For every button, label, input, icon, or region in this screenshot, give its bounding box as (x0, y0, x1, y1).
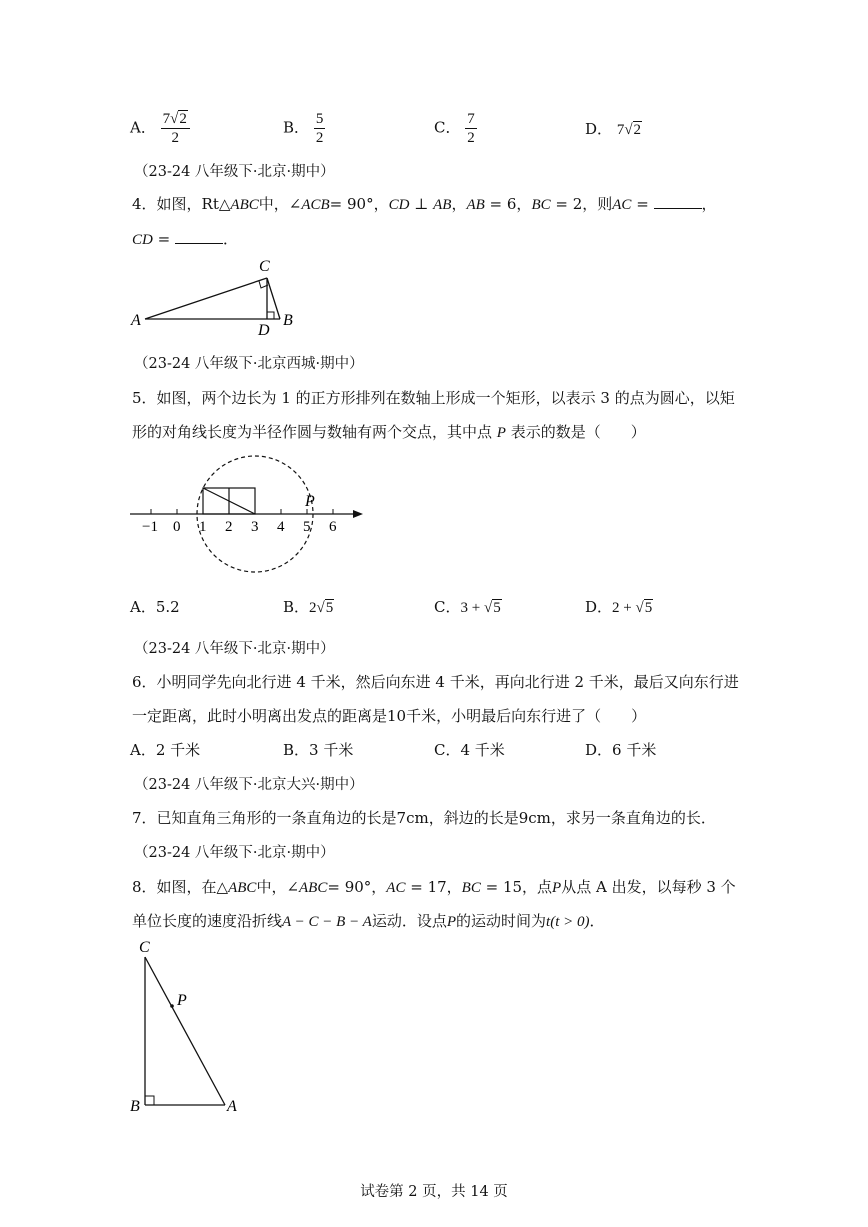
q5-option-c[interactable]: C．3 + √5 (434, 598, 501, 616)
label-c: C (259, 258, 270, 275)
q4-text-line2: CD = ． (132, 230, 238, 248)
label-p: P (177, 992, 187, 1009)
axis-tick-label: 6 (329, 519, 337, 535)
page-footer: 试卷第 2 页，共 14 页 (360, 1184, 508, 1200)
label-c: C (139, 939, 150, 956)
fraction: $\frac{7}{2}$ (467, 111, 475, 146)
right-angle-mark-b (145, 1096, 154, 1105)
q8-text-line1: 8．如图，在△ABC中，∠ABC= 90°，AC = 17，BC = 15，点P从点 A 出发，以每秒 3 个 (132, 878, 736, 896)
axis-arrow (353, 510, 363, 518)
q5-option-a[interactable]: A．5.2 (130, 598, 180, 616)
axis-tick-label: −1 (142, 519, 158, 535)
axis-tick-group (142, 509, 337, 535)
axis-tick-label: 2 (225, 519, 233, 535)
q6-source: （23-24 八年级下·北京·期中） (134, 641, 335, 657)
q8-triangle-figure (125, 935, 255, 1120)
q8-text-line2: 单位长度的速度沿折线A − C − B − A运动．设点P的运动时间为t(t > 0)． (132, 912, 605, 930)
q5-option-b[interactable]: B．2√5 (283, 598, 334, 616)
q4-triangle-figure (125, 255, 305, 340)
answer-blank-cd[interactable] (175, 229, 223, 244)
q4-source: （23-24 八年级下·北京·期中） (134, 164, 335, 180)
q3-option-b[interactable]: B． $\frac{5}{2}$ (283, 111, 324, 146)
label-d: D (258, 322, 270, 339)
fraction: $\frac{7√2}{2}$ (161, 110, 190, 147)
label-b: B (283, 312, 293, 329)
q5-option-d[interactable]: D．2 + √5 (585, 598, 653, 616)
q6-option-d[interactable]: D．6 千米 (585, 741, 657, 759)
q6-text-line2: 一定距离，此时小明离出发点的距离是10千米，小明最后向东行进了（ ） (132, 707, 647, 725)
axis-tick-label: 3 (251, 519, 259, 535)
label-a: A (131, 312, 141, 329)
q5-number-line-figure (125, 450, 375, 580)
q3-option-c[interactable]: C． $\frac{7}{2}$ (434, 111, 475, 146)
q5-text-line2: 形的对角线长度为半径作圆与数轴有两个交点，其中点 P 表示的数是（ ） (132, 423, 646, 441)
q5-source: （23-24 八年级下·北京西城·期中） (134, 356, 364, 372)
answer-blank-ac[interactable] (654, 194, 702, 209)
side-ca (145, 957, 225, 1105)
q5-text-line1: 5．如图，两个边长为 1 的正方形排列在数轴上形成一个矩形，以表示 3 的点为圆心，以矩 (132, 389, 735, 407)
q3-option-a[interactable]: A． $\frac{7√2}{2}$ (130, 110, 190, 147)
axis-tick-label: 0 (173, 519, 181, 535)
q8-source: （23-24 八年级下·北京·期中） (134, 845, 335, 861)
axis-tick-label: 1 (199, 519, 207, 535)
q6-text-line1: 6．小明同学先向北行进 4 千米，然后向东进 4 千米，再向北行进 2 千米，最后又向东行进 (132, 673, 739, 691)
q3-option-d[interactable]: D． 7√2 (585, 120, 642, 138)
label-p: P (305, 493, 315, 510)
axis-tick-label: 5 (303, 519, 311, 535)
q6-option-a[interactable]: A．2 千米 (130, 741, 201, 759)
axis-tick-label: 4 (277, 519, 285, 535)
q6-option-c[interactable]: C．4 千米 (434, 741, 505, 759)
label-b: B (130, 1098, 140, 1115)
q6-option-b[interactable]: B．3 千米 (283, 741, 354, 759)
point-p (170, 1004, 174, 1008)
right-angle-mark-d (267, 312, 274, 319)
q7-text: 7．已知直角三角形的一条直角边的长是7cm，斜边的长是9cm，求另一条直角边的长． (132, 809, 716, 827)
label-a: A (227, 1098, 237, 1115)
fraction: $\frac{5}{2}$ (315, 111, 324, 146)
side-ac (145, 278, 267, 319)
q4-text: 4．如图，Rt△ABC中，∠ACB= 90°，CD ⊥ AB，AB = 6，BC = 2，则AC = ， (132, 195, 717, 213)
q7-source: （23-24 八年级下·北京大兴·期中） (134, 777, 364, 793)
